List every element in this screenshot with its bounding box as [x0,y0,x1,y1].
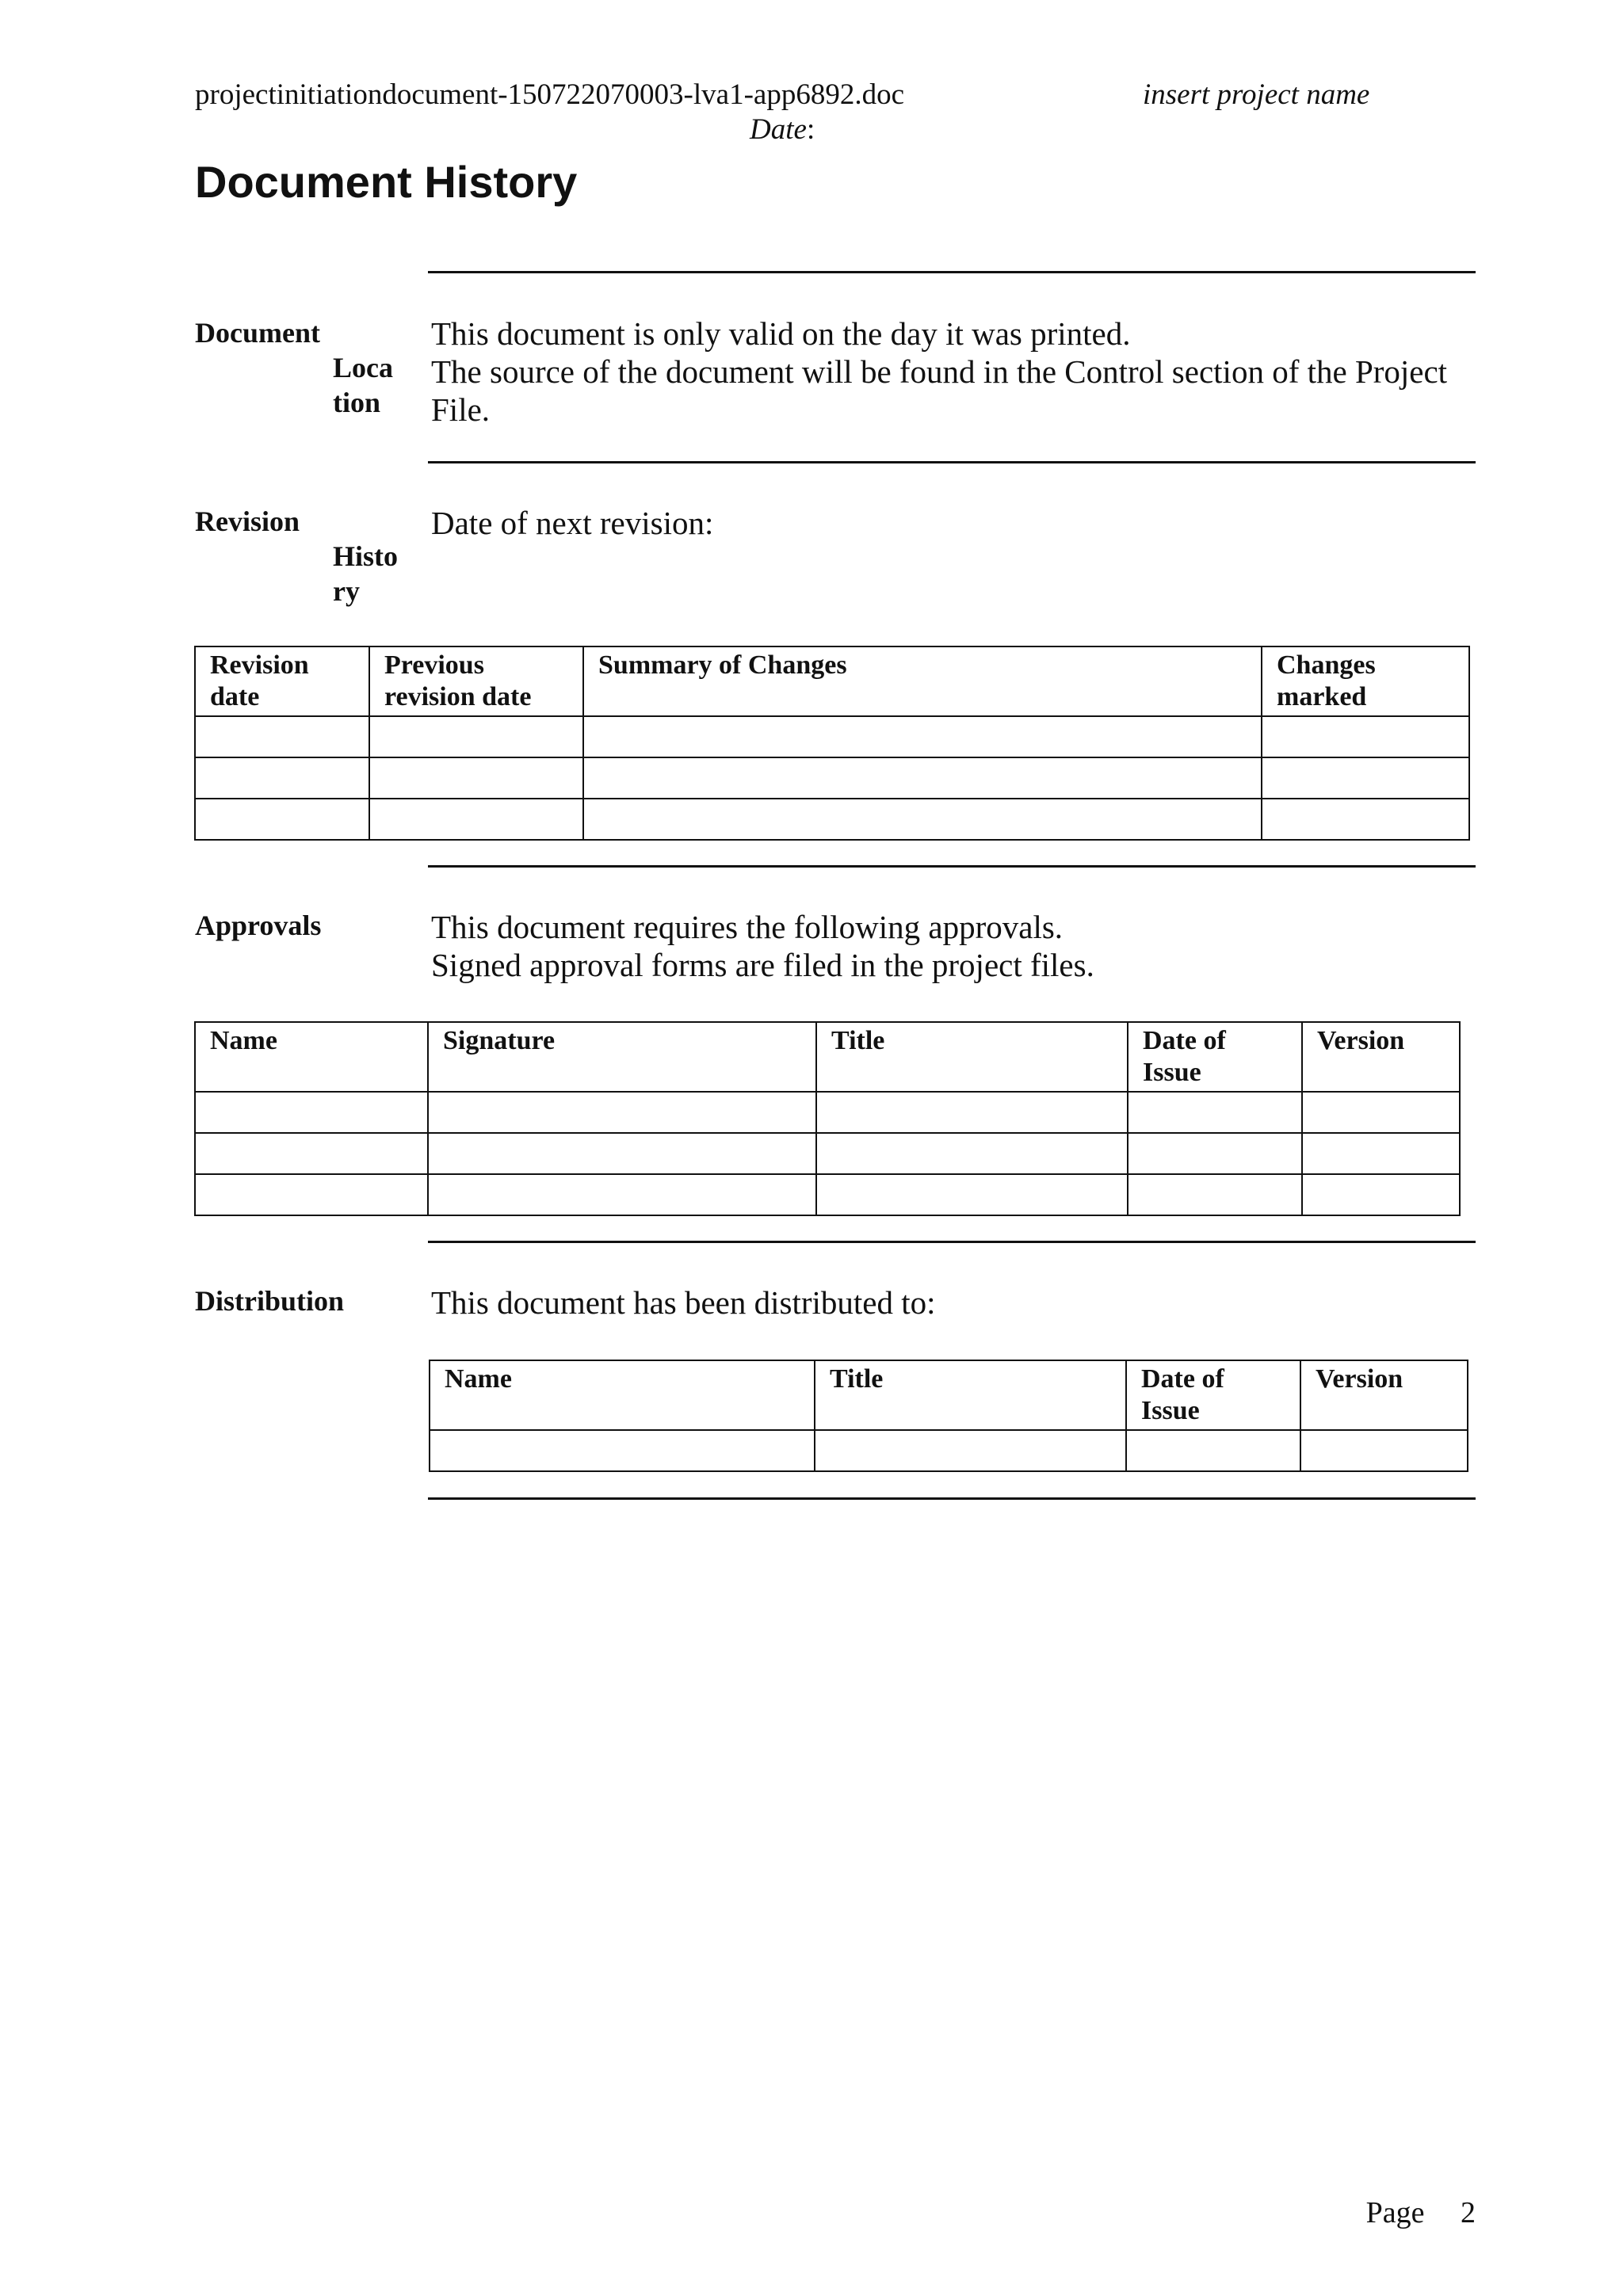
table-cell [1126,1430,1300,1471]
section-divider [428,1497,1476,1500]
table-cell [1302,1133,1460,1174]
document-location-label-line1: Document [195,317,320,349]
header-filename: projectinitiationdocument-150722070003-lva1-app6892.doc [195,78,904,111]
table-cell [1128,1174,1302,1215]
table-cell [583,716,1262,757]
section-divider [428,271,1476,273]
distribution-table [429,1360,1468,1472]
table-cell [1300,1430,1468,1471]
revision-history-label-line3: ry [333,575,360,607]
table-row [195,757,1469,799]
table-cell [1302,1174,1460,1215]
table-cell [1302,1092,1460,1133]
table-cell [369,757,583,799]
table-cell [195,1174,428,1215]
table-cell [195,757,369,799]
table-cell [1262,757,1469,799]
table-cell [816,1133,1128,1174]
distribution-text-line: This document has been distributed to: [431,1284,936,1321]
approvals-table [194,1021,1461,1216]
column-header: Revision date [195,646,369,716]
table-cell [816,1174,1128,1215]
table-row [195,799,1469,840]
revision-history-table [194,646,1470,841]
location-text-line2: The source of the document will be found in the Control section of the Project [431,353,1448,390]
table-header-row [195,1022,1460,1092]
location-text-line1: This document is only valid on the day it was printed. [431,315,1131,352]
column-header: Summary of Changes [583,646,1262,716]
approvals-text [431,908,1094,984]
table-cell [428,1092,816,1133]
column-header: Title [816,1022,1128,1092]
table-cell [430,1430,815,1471]
table-cell [583,799,1262,840]
table-cell [1262,799,1469,840]
table-cell [428,1133,816,1174]
distribution-label: Distribution [195,1285,345,1317]
table-cell [816,1092,1128,1133]
column-header: Date of Issue [1128,1022,1302,1092]
column-header: Version [1300,1360,1468,1430]
page-number: 2 [1461,2196,1476,2229]
revision-history-label-line2: Histo [333,540,399,572]
column-header: Name [195,1022,428,1092]
table-row [195,1092,1460,1133]
section-divider [428,1241,1476,1243]
table-cell [195,799,369,840]
page-title: Document History [195,157,578,207]
table-row [195,1174,1460,1215]
table-cell [369,716,583,757]
table-cell [195,716,369,757]
table-cell [1128,1133,1302,1174]
column-header: Changes marked [1262,646,1469,716]
approvals-text-line1: This document requires the following approvals. [431,909,1064,945]
header-date-colon: : [806,113,815,146]
column-header: Date of Issue [1126,1360,1300,1430]
column-header: Previous revision date [369,646,583,716]
revision-history-label-line1: Revision [195,505,300,537]
table-cell [815,1430,1126,1471]
document-location-label-line2: Loca [333,352,393,383]
revision-next-date-text [431,504,713,542]
table-header-row [430,1360,1468,1430]
section-divider [428,461,1476,463]
table-cell [428,1174,816,1215]
document-location-text [431,315,1447,429]
table-row [195,1133,1460,1174]
column-header: Version [1302,1022,1460,1092]
table-cell [1262,716,1469,757]
table-cell [369,799,583,840]
location-text-line3: File. [431,391,491,428]
column-header: Name [430,1360,815,1430]
distribution-text [431,1283,936,1322]
page-label: Page [1365,2196,1425,2229]
table-cell [195,1133,428,1174]
header-date-label: Date [750,113,807,146]
revision-next-date: Date of next revision: [431,505,714,541]
approvals-label: Approvals [195,910,322,941]
table-row [430,1430,1468,1471]
table-cell [195,1092,428,1133]
table-cell [583,757,1262,799]
column-header: Title [815,1360,1126,1430]
header-project-name: insert project name [1143,78,1370,111]
header-date [750,113,815,147]
table-header-row [195,646,1469,716]
section-divider [428,865,1476,868]
table-cell [1128,1092,1302,1133]
table-row [195,716,1469,757]
approvals-text-line2: Signed approval forms are filed in the project files. [431,947,1094,983]
page-number-footer [1366,2195,1476,2231]
column-header: Signature [428,1022,816,1092]
document-location-label-line3: tion [333,387,381,418]
